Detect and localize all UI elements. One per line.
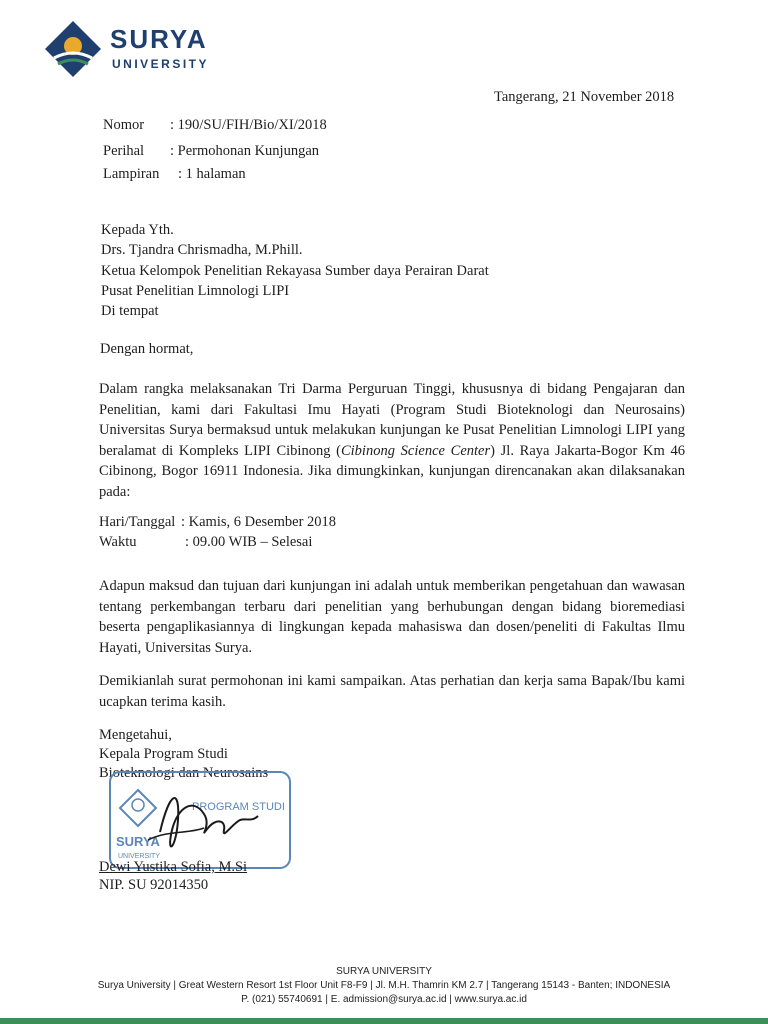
recipient-title: Ketua Kelompok Penelitian Rekayasa Sumber daya Perairan Darat xyxy=(101,263,489,279)
nomor-value: : 190/SU/FIH/Bio/XI/2018 xyxy=(170,117,327,133)
recipient-institution: Pusat Penelitian Limnologi LIPI xyxy=(101,283,290,299)
lampiran-value: : 1 halaman xyxy=(178,166,246,182)
signer-name: Dewi Yustika Sofia, M.Si xyxy=(99,859,248,875)
nomor-label: Nomor xyxy=(103,117,145,133)
schedule-time-value: : 09.00 WIB – Selesai xyxy=(185,534,313,550)
schedule-day-value: : Kamis, 6 Desember 2018 xyxy=(181,514,337,530)
lampiran-label: Lampiran xyxy=(103,166,160,182)
footer-address: Surya University | Great Western Resort 1st Floor Unit F8-F9 | Jl. M.H. Thamrin KM 2.7 | Tangerang 15143 - Banten; INDONESIA xyxy=(97,980,671,991)
logo-wordmark: SURYA xyxy=(110,24,208,54)
footer-contact: P. (021) 55740691 | E. admission@surya.ac.id | www.surya.ac.id xyxy=(241,994,527,1005)
closing-department: Bioteknologi dan Neurosains xyxy=(99,765,269,781)
recipient-name: Drs. Tjandra Chrismadha, M.Phill. xyxy=(101,242,303,258)
body-paragraph-1: Dalam rangka melaksanakan Tri Darma Perguruan Tinggi, khususnya di bidang Pengajaran dan Penelitian, kami dari Fakultasi Imu Hayati (Program Studi Bioteknologi dan Neurosains) Universitas Surya bermaksud untuk melakukan kunjungan ke Pusat Penelitian Limnologi LIPI yang beralamat di Kompleks LIPI Cibinong (Cibinong Science Center) Jl. Raya Jakarta-Bogor Km 46 Cibinong, Bogor 16911 Indonesia. Jika dimungkinkan, kunjungan direncanakan akan dilaksanakan pada: xyxy=(99,381,685,500)
logo-subtitle: UNIVERSITY xyxy=(112,57,210,71)
stamp-text-university: UNIVERSITY xyxy=(118,853,161,860)
greeting: Dengan hormat, xyxy=(100,341,194,357)
body-paragraph-3: Demikianlah surat permohonan ini kami sampaikan. Atas perhatian dan kerja sama Bapak/Ibu kami ucapkan terima kasih. xyxy=(99,673,685,710)
recipient-line: Kepada Yth. xyxy=(101,222,174,238)
stamp-text-program: PROGRAM STUDI xyxy=(192,801,285,813)
stamp-text-surya: SURYA xyxy=(116,834,160,849)
footer-title: SURYA UNIVERSITY xyxy=(336,966,432,977)
recipient-place: Di tempat xyxy=(101,303,159,319)
closing-position: Kepala Program Studi xyxy=(99,746,228,762)
emphasis-text: Cibinong Science Center xyxy=(340,442,491,459)
schedule-time-label: Waktu xyxy=(99,534,137,550)
surya-logo-icon xyxy=(44,20,102,78)
body-paragraph-2: Adapun maksud dan tujuan dari kunjungan ini adalah untuk memberikan pengetahuan dan wawasan tentang perkembangan terbaru dari penelitian yang berhubungan dengan bidang bioremediasi beserta pengaplikasiannya di lingkungan kepada mahasiswa dan dosen/peneliti di Fakultas Ilmu Hayati, Universitas Surya. xyxy=(99,578,685,656)
department-stamp xyxy=(108,770,292,870)
signer-nip: NIP. SU 92014350 xyxy=(99,877,209,893)
footer-divider xyxy=(0,1018,768,1024)
letter-date: Tangerang, 21 November 2018 xyxy=(494,89,675,105)
perihal-label: Perihal xyxy=(103,143,145,159)
perihal-value: : Permohonan Kunjungan xyxy=(170,143,320,159)
closing-line: Mengetahui, xyxy=(99,727,172,743)
schedule-day-label: Hari/Tanggal xyxy=(99,514,176,530)
